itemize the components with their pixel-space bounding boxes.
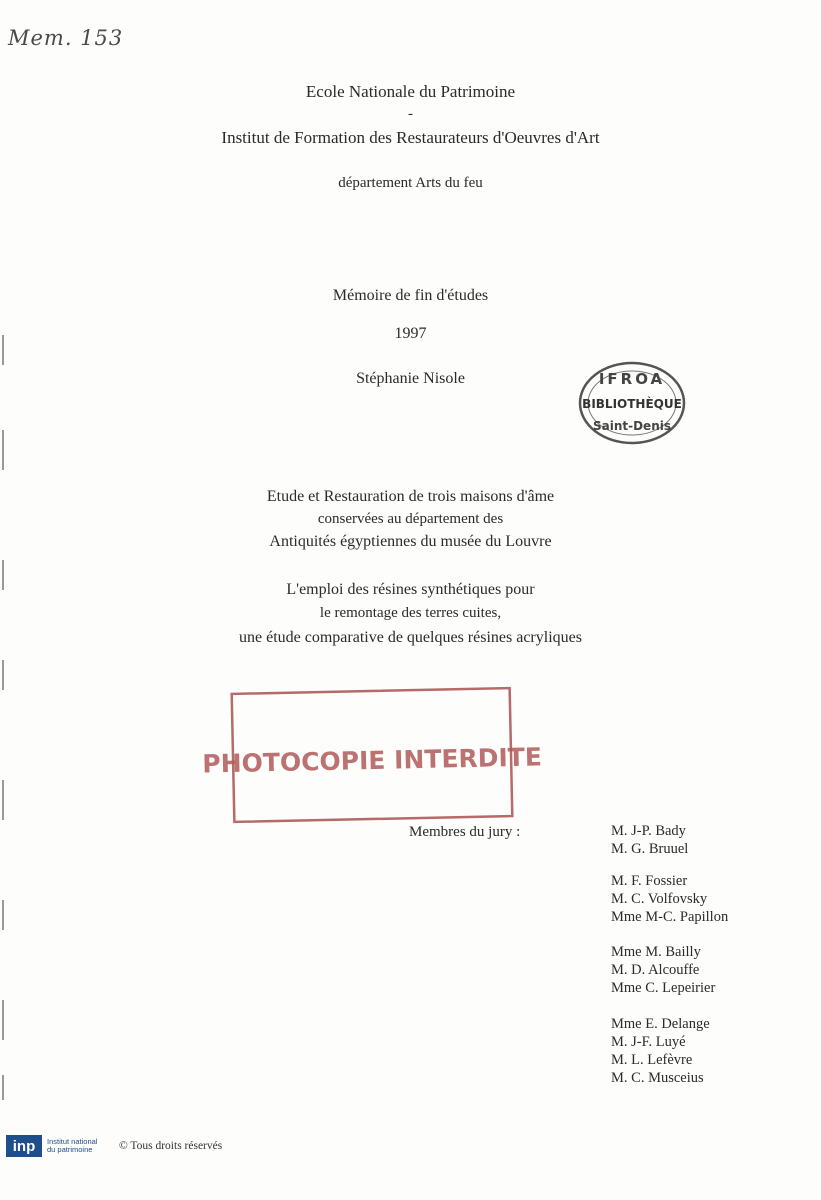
title-line-2: conservées au département des [317,511,504,527]
memoir-year: 1997 [394,325,427,342]
jury-group-4 [611,1015,710,1087]
jury-member: M. J-F. Luyé [611,1034,686,1050]
scan-edge-mark [2,1000,4,1040]
handwritten-reference: Mem. 153 [8,26,124,50]
jury-group-1 [611,822,688,858]
jury-member: M. C. Musceius [611,1070,704,1086]
jury-member: M. G. Bruuel [611,841,689,857]
library-stamp-bottom: Saint-Denis [592,419,672,433]
jury-member: M. L. Lefèvre [611,1052,693,1068]
title-line-1: Etude et Restauration de trois maisons d'âme [266,488,555,505]
jury-member: M. F. Fossier [611,873,688,889]
jury-member: Mme E. Delange [611,1016,710,1032]
jury-member: Mme M-C. Papillon [611,909,729,925]
subtitle-line-2: le remontage des terres cuites, [319,605,502,621]
library-stamp-icon [574,358,690,448]
memoir-label: Mémoire de fin d'études [332,287,489,304]
jury-member: M. J-P. Bady [611,823,686,839]
jury-label: Membres du jury : [409,824,521,840]
library-stamp-top: IFROA [598,370,666,388]
footer [6,1133,222,1159]
scan-edge-mark [2,560,4,590]
jury-member: Mme C. Lepeirier [611,980,716,996]
inp-logo-text [47,1138,107,1154]
photocopy-stamp-text: PHOTOCOPIE INTERDITE [202,742,543,779]
title-line-3: Antiquités égyptiennes du musée du Louvre [269,533,552,550]
inp-logo-line-1: Institut national [47,1137,98,1146]
institute-name: Institut de Formation des Restaurateurs d'Oeuvres d'Art [221,128,600,147]
scan-edge-mark [2,1075,4,1100]
jury-member: M. C. Volfovsky [611,891,708,907]
department-name: département Arts du feu [338,175,483,191]
school-name: Ecole Nationale du Patrimoine [305,82,516,101]
jury-group-3 [611,943,715,997]
copyright-notice: © Tous droits réservés [119,1140,223,1152]
subtitle-line-1: L'emploi des résines synthétiques pour [286,581,535,598]
scan-edge-mark [2,335,4,365]
jury-member: M. D. Alcouffe [611,962,700,978]
inp-logo: inp [6,1135,42,1157]
header-separator: - [408,106,413,122]
jury-member: Mme M. Bailly [611,944,701,960]
author-name: Stéphanie Nisole [356,370,465,387]
inp-logo-line-2: du patrimoine [47,1145,93,1154]
jury-group-2 [611,872,728,926]
scan-edge-mark [2,660,4,690]
scan-edge-mark [2,900,4,930]
scan-edge-mark [2,780,4,820]
scan-edge-mark [2,430,4,470]
subtitle-line-3: une étude comparative de quelques résines acryliques [239,629,582,646]
library-stamp-middle: BIBLIOTHÈQUE [582,397,682,411]
photocopy-stamp-icon [202,686,543,824]
